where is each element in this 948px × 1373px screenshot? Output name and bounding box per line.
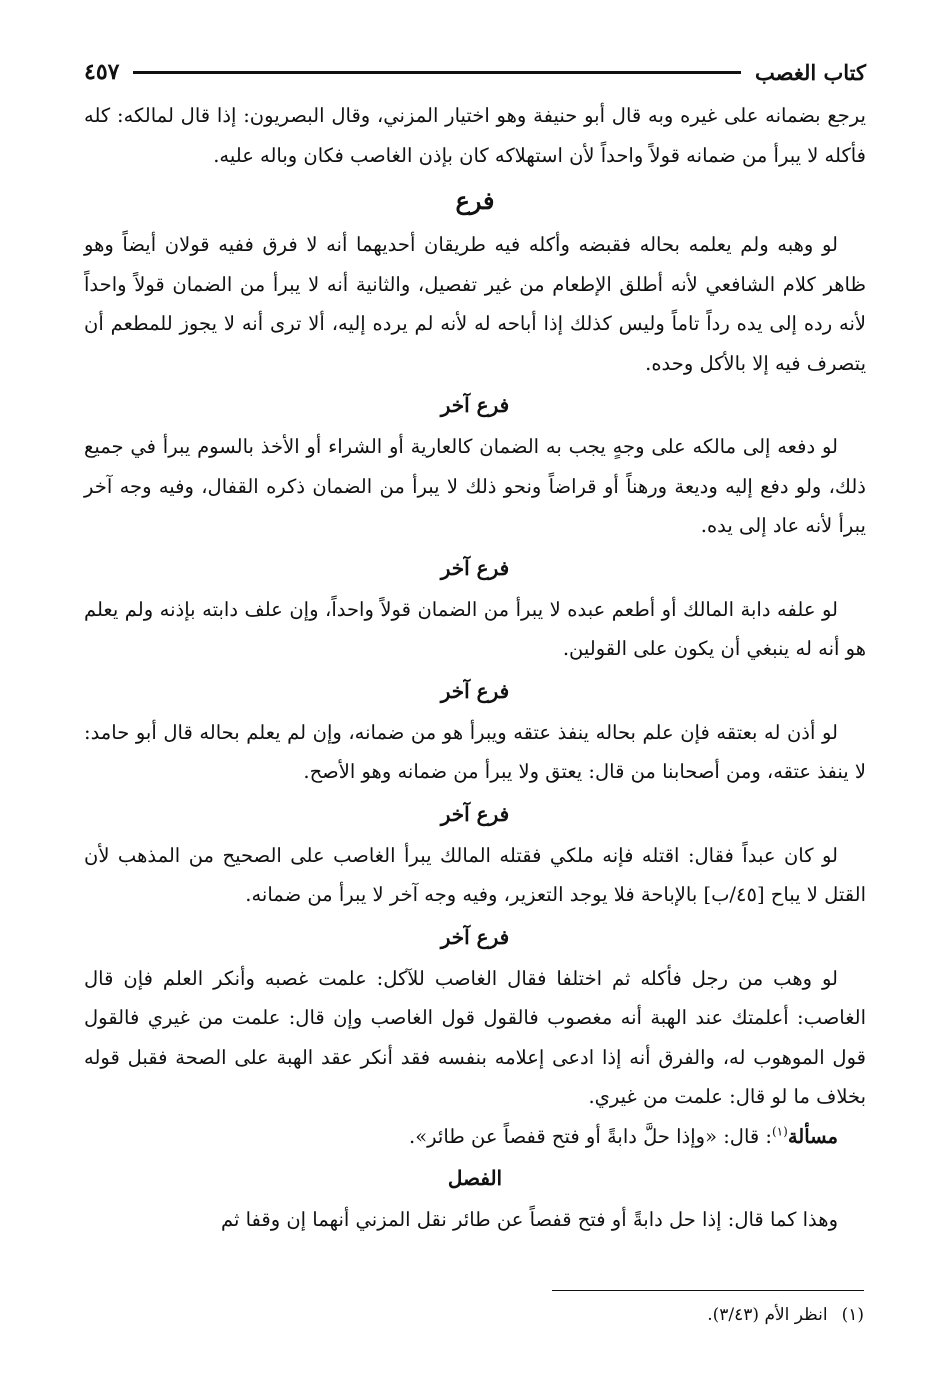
section-heading: فرع آخر xyxy=(440,393,510,417)
footnote-separator xyxy=(552,1290,864,1291)
section-heading: فرع xyxy=(455,186,495,215)
chapter-title: كتاب الغصب xyxy=(754,59,866,85)
paragraph: لو علفه دابة المالك أو أطعم عبده لا يبرأ من الضمان قولاً واحداً، وإن علف دابته بإذنه ولم يعلم هو أنه له ينبغي أن يكون على القولين. xyxy=(84,597,866,660)
paragraph: لو أذن له بعتقه فإن علم بحاله ينفذ عتقه ويبرأ هو من ضمانه، وإن لم يعلم بحاله قال أبو حامد: لا ينفذ عتقه، ومن أصحابنا من قال: يعتق ولا يبرأ من ضمانه وهو الأصح. xyxy=(84,720,866,783)
paragraph: لو دفعه إلى مالكه على وجهٍ يجب به الضمان كالعارية أو الشراء أو الأخذ بالسوم يبرأ في جميع ذلك، ولو دفع إليه وديعة ورهناً أو قراضاً ونحو ذلك لا يبرأ من الضمان ذكره القفال، وفيه وجه آخر يبرأ لأنه عاد إلى يده. xyxy=(84,435,866,537)
paragraph: وهذا كما قال: إذا حل دابةً أو فتح قفصاً عن طائر نقل المزني أنهما إن وقفا ثم xyxy=(220,1208,838,1231)
page-number: ٤٥٧ xyxy=(84,59,120,85)
masala-line xyxy=(84,1117,866,1157)
paragraph: لو وهب من رجل فأكله ثم اختلفا فقال الغاصب للآكل: علمت غصبه وأنكر العلم فإن قال الغاصب: أعلمتك عند الهبة أنه مغصوب فالقول قول الغاصب وإن قال: علمت من غيري فالقول قول الموهوب له، والفرق أنه إذا ادعى إعلامه بنفسه فقد أنكر عقد الهبة على الصحة فقبل قوله بخلاف ما لو قال: علمت من غيري. xyxy=(84,966,866,1108)
fasl-heading: الفصل xyxy=(447,1166,503,1190)
section-heading: فرع آخر xyxy=(440,678,510,703)
paragraph: لو وهبه ولم يعلمه بحاله فقبضه وأكله فيه طريقان أحديهما أنه لا فرق ففيه قولان أيضاً وهو ظاهر كلام الشافعي لأنه أطلق الإطعام من غير تفصيل، والثانية أنه لا يبرأ من الضمان قولاً واحداً لأنه رده إلى يده رداً تاماً وليس كذلك إذا أباحه له لأنه لم يرده إليه، ألا ترى أنه لا يجوز للمطعم أن يتصرف فيه إلا بالأكل وحده. xyxy=(84,233,866,375)
section-heading: فرع آخر xyxy=(440,555,510,580)
page-body xyxy=(84,96,866,1240)
header-rule xyxy=(133,71,741,74)
footnote-number: (١) xyxy=(841,1305,864,1325)
footnote-reference[interactable]: (١) xyxy=(771,1124,788,1138)
footnote xyxy=(84,1302,864,1328)
paragraph: يرجع بضمانه على غيره وبه قال أبو حنيفة وهو اختيار المزني، وقال البصريون: إذا قال لمالكه: كله فأكله لا يبرأ من ضمانه قولاً واحداً لأن استهلاكه كان بإذن الغاصب فكان وباله عليه. xyxy=(84,104,866,167)
section-heading: فرع آخر xyxy=(440,801,510,826)
footnote-text: انظر الأم (٣/٤٣). xyxy=(707,1305,828,1325)
masala-label: مسألة xyxy=(787,1124,838,1148)
masala-text: : قال: «وإذا حلَّ دابةً أو فتح قفصاً عن طائر». xyxy=(409,1124,772,1148)
page-header xyxy=(84,52,866,92)
section-heading: فرع آخر xyxy=(440,924,510,949)
paragraph: لو كان عبداً فقال: اقتله فإنه ملكي فقتله المالك يبرأ الغاصب على الصحيح من المذهب لأن القتل لا يباح [٤٥/ب] بالإباحة فلا يوجد التعزير، وفيه وجه آخر لا يبرأ من ضمانه. xyxy=(84,843,866,906)
